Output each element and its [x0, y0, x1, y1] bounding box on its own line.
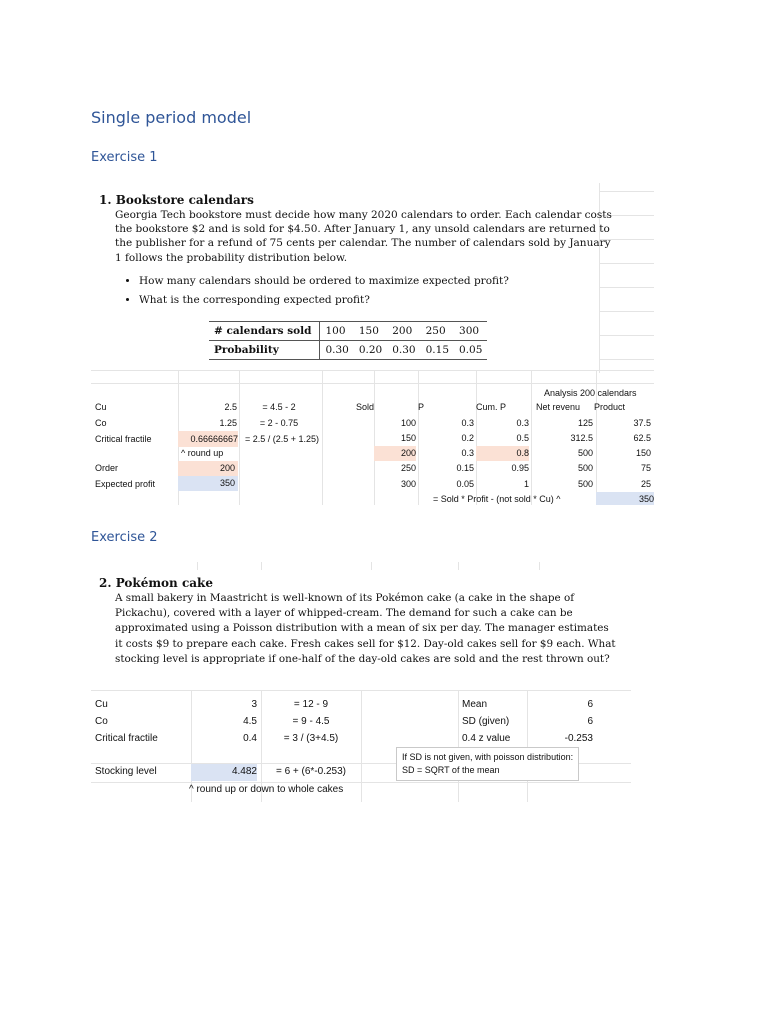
label-critical-fractile: Critical fractile: [95, 434, 152, 444]
product-value: 75: [640, 463, 651, 473]
formula-critical-fractile: = 3 / (3+4.5): [283, 733, 339, 744]
p-value: 0.2: [461, 433, 474, 443]
label-co: Co: [95, 716, 108, 727]
label-cu: Cu: [95, 699, 108, 710]
round-note: ^ round up or down to whole cakes: [189, 784, 344, 795]
sold-value-highlighted: 200: [374, 446, 416, 461]
problem-2-text: [115, 591, 627, 667]
exercise-1-screenshot: [91, 183, 654, 505]
sold-value: 300: [400, 479, 416, 489]
value-cu: 3: [251, 699, 257, 710]
value-text: 350: [220, 478, 236, 488]
problem-line: stocking level is appropriate if one-half of the day-old cakes are sold and the rest thrown out?: [115, 652, 610, 665]
formula-co: = 9 - 4.5: [292, 716, 330, 727]
value-expected-profit: [178, 476, 238, 491]
value-sd-given: 6: [587, 716, 593, 727]
note-line: SD = SQRT of the mean: [402, 765, 500, 775]
round-up-note: ^ round up: [181, 448, 224, 458]
exercise-1-heading: Exercise 1: [91, 150, 158, 165]
column-header-sold: Sold: [356, 402, 375, 412]
problem-line: Georgia Tech bookstore must decide how many 2020 calendars to order. Each calendar costs: [115, 209, 612, 221]
problem-line: 1 follows the probability distribution below.: [115, 251, 348, 264]
exercise-2-heading: Exercise 2: [91, 530, 158, 545]
label-mean: Mean: [462, 699, 488, 710]
sold-value: 250: [400, 463, 416, 473]
value-z: -0.253: [564, 733, 593, 744]
table-cell: 0.15: [425, 344, 450, 356]
label-cu: Cu: [95, 402, 107, 412]
table-row: [209, 322, 487, 341]
formula-co: = 2 - 0.75: [259, 418, 299, 428]
problem-line: approximated using a Poisson distribution with a mean of six per day. The manager estimates: [115, 622, 609, 635]
net-revenue-value: 312.5: [570, 433, 593, 443]
sold-value: 100: [400, 418, 416, 428]
value-order: [178, 461, 238, 476]
analysis-title: Analysis 200 calendars: [544, 388, 637, 398]
table-cell: 0.05: [459, 344, 483, 356]
table-cell: 250: [421, 322, 454, 341]
value-cu: 2.5: [224, 402, 237, 412]
label-co: Co: [95, 418, 107, 428]
cum-p-value: 1: [523, 479, 529, 489]
table-row-label: # calendars sold: [209, 322, 320, 341]
total-expected-profit: 350: [596, 492, 654, 505]
sold-value: 150: [400, 433, 416, 443]
problem-line: it costs $9 to prepare each cake. Fresh cakes sell for $12. Day-old cakes sell for $9 each. What: [115, 637, 616, 650]
problem-2-title: 2. Pokémon cake: [99, 576, 213, 590]
value-mean: 6: [587, 699, 593, 710]
label-expected-profit: Expected profit: [95, 479, 156, 489]
page-title: Single period model: [91, 108, 252, 127]
net-revenue-value: 125: [577, 418, 593, 428]
table-cell: 0.30: [320, 341, 354, 360]
product-value: 25: [640, 479, 651, 489]
formula-cu: = 12 - 9: [293, 699, 329, 710]
value-stocking-level: 4.482: [191, 764, 257, 781]
note-line: If SD is not given, with poisson distribution:: [402, 752, 574, 762]
formula-critical-fractile: = 2.5 / (2.5 + 1.25): [244, 434, 320, 444]
value-text: 200: [220, 463, 236, 473]
value-co: 1.25: [219, 418, 237, 428]
profit-formula-note: = Sold * Profit - (not sold * Cu) ^: [433, 494, 561, 504]
probability-distribution-table: [209, 321, 487, 360]
column-header-net-revenue: Net revenu: [536, 402, 581, 412]
question-item: • How many calendars should be ordered to maximize expected profit?: [139, 275, 509, 287]
value-co: 4.5: [243, 716, 257, 727]
value-critical-fractile: [178, 431, 238, 447]
net-revenue-value: 500: [577, 463, 593, 473]
problem-line: the publisher for a refund of 75 cents per calendar. The number of calendars sold by January: [115, 237, 611, 250]
table-cell: 0.30: [392, 344, 416, 356]
net-revenue-value: 500: [577, 479, 593, 489]
exercise-2-screenshot: [91, 562, 631, 802]
formula-cu: = 4.5 - 2: [262, 402, 296, 412]
table-cell: 150: [354, 322, 387, 341]
problem-1-text: [115, 208, 615, 265]
problem-1-title: 1. Bookstore calendars: [99, 193, 254, 207]
p-value: 0.05: [456, 479, 474, 489]
cum-p-value: 0.95: [511, 463, 529, 473]
table-cell: 300: [454, 322, 487, 341]
net-revenue-value: 500: [577, 448, 593, 458]
poisson-sd-note: [396, 747, 579, 781]
label-critical-fractile: Critical fractile: [95, 733, 158, 744]
column-header-cum-p: Cum. P: [476, 402, 507, 412]
value-text: 0.66666667: [190, 434, 238, 444]
problem-1-questions: [125, 275, 509, 313]
table-row: [209, 341, 487, 360]
label-sd-given: SD (given): [462, 716, 510, 727]
column-header-p: P: [418, 402, 425, 412]
question-item: • What is the corresponding expected profit?: [139, 294, 509, 306]
problem-line: A small bakery in Maastricht is well-known of its Pokémon cake (a cake in the shape of: [115, 592, 575, 604]
table-cell: 200: [387, 322, 420, 341]
label-stocking-level: Stocking level: [95, 766, 157, 777]
p-value: 0.15: [456, 463, 474, 473]
column-header-product: Product: [594, 402, 626, 412]
product-value: 37.5: [633, 418, 651, 428]
product-value: 62.5: [633, 433, 651, 443]
p-value: 0.3: [461, 448, 474, 458]
product-value: 150: [635, 448, 651, 458]
label-order: Order: [95, 463, 119, 473]
table-cell: 0.20: [358, 344, 383, 356]
problem-line: the bookstore $2 and is sold for $4.50. After January 1, any unsold calendars are returned to: [115, 223, 610, 236]
table-cell: 100: [320, 322, 354, 341]
value-critical-fractile: 0.4: [243, 733, 257, 744]
cum-p-value: 0.3: [516, 418, 529, 428]
p-value: 0.3: [461, 418, 474, 428]
cum-p-value-highlighted: 0.8: [476, 446, 529, 461]
label-z-value: 0.4 z value: [462, 733, 511, 744]
table-row-label: Probability: [214, 344, 279, 356]
formula-stocking-level: = 6 + (6*-0.253): [275, 766, 347, 777]
problem-line: Pickachu), covered with a layer of whipped-cream. The demand for such a cake can be: [115, 607, 573, 620]
cum-p-value: 0.5: [516, 433, 529, 443]
